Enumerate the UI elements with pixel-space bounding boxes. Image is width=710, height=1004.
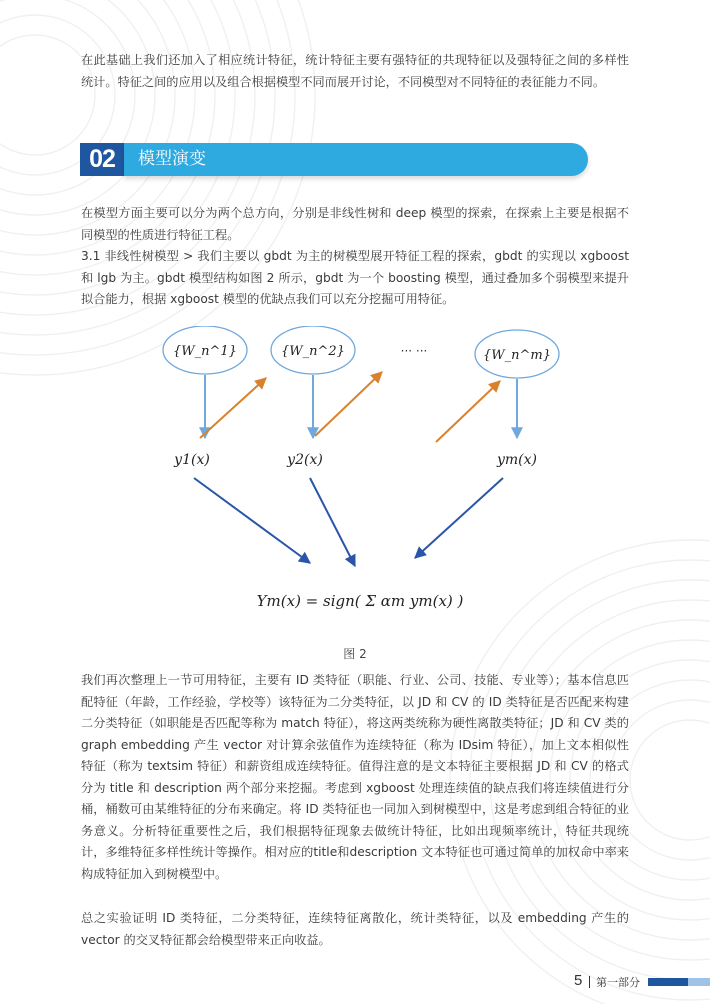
footer-section-label: 第一部分 [596,976,640,989]
arrow-combine-2 [310,478,355,566]
section-number: 02 [80,143,124,176]
formula: Ym(x) = sign( Σ αm ym(x) ) [256,592,464,610]
arrow-boost-m [436,381,500,442]
figure-caption: 图 2 [343,647,367,661]
body-paragraph-1: 在模型方面主要可以分为两个总方向，分别是非线性树和 deep 模型的探索，在探索上主要是根据不同模型的性质进行特征工程。 [81,206,629,242]
arrow-boost-2 [315,372,382,436]
node-ellipsis: ··· ··· [400,344,428,358]
node-label-m: {W_n^m} [483,348,551,363]
arrow-combine-1 [194,478,310,563]
output-label-1: y1(x) [174,452,210,468]
page-footer [0,970,710,1000]
body-paragraph-3: 我们再次整理上一节可用特征，主要有 ID 类特征（职能、行业、公司、技能、专业等）；基本信息匹配特征（年龄，工作经验，学校等）该特征为二分类特征，以 JD 和 CV 的 ID 类特征是否匹配来构建二分类特征（如职能是否匹配等称为 match 特征），将这两类统称为硬性离散类特征；JD 和 CV 类的 graph embedding 产生 vector 对计算余弦值作为连续特征（称为 IDsim 特征），加上文本相似性特征（称为 textsim 特征）和薪资组成连续特征。值得注意的是文本特征主要根据 JD 和 CV 的格式分为 title 和 description 两个部分来挖掘。考虑到 xgboost 处理连续值的缺点我们将连续值进行分桶，桶数可由某维特征的分布来确定。将 ID 类特征也一同加入到树模型中，这是考虑到组合特征的业务意义。分析特征重要性之后，我们根据特征现象去做统计特征，比如出现频率统计，特征共现统计，多维特征多样性统计等操作。相对应的title和description 文本特征也可通过简单的加权命中率来构成特征加入到树模型中。 [81,673,629,881]
body-paragraph-2: 3.1 非线性树模型 > 我们主要以 gbdt 为主的树模型展开特征工程的探索，gbdt 的实现以 xgboost 和 lgb 为主。gbdt 模型结构如图 2 所示，gbdt 为一个 boosting 模型，通过叠加多个弱模型来提升拟合能力，根据 xgboost 模型的优缺点我们可以充分挖掘可用特征。 [81,249,629,306]
intro-paragraph: 在此基础上我们还加入了相应统计特征，统计特征主要有强特征的共现特征以及强特征之间的多样性统计。特征之间的应用以及组合根据模型不同而展开讨论，不同模型对不同特征的表征能力不同。 [81,53,629,89]
gbdt-diagram [150,326,570,642]
section-title: 模型演变 [138,149,206,169]
node-label-1: {W_n^1} [173,344,237,359]
footer-accent-bar [648,978,710,986]
footer-divider [589,976,590,988]
output-label-2: y2(x) [287,452,323,468]
body-paragraph-4: 总之实验证明 ID 类特征，二分类特征，连续特征离散化，统计类特征，以及 embedding 产生的 vector 的交叉特征都会给模型带来正向收益。 [81,911,629,947]
node-label-2: {W_n^2} [281,344,345,359]
page-number: 5 [574,972,583,989]
section-title-bar [124,143,588,176]
arrow-boost-1 [200,378,266,438]
section-header [80,143,588,176]
output-label-m: ym(x) [496,452,538,468]
arrow-combine-m [415,478,503,558]
